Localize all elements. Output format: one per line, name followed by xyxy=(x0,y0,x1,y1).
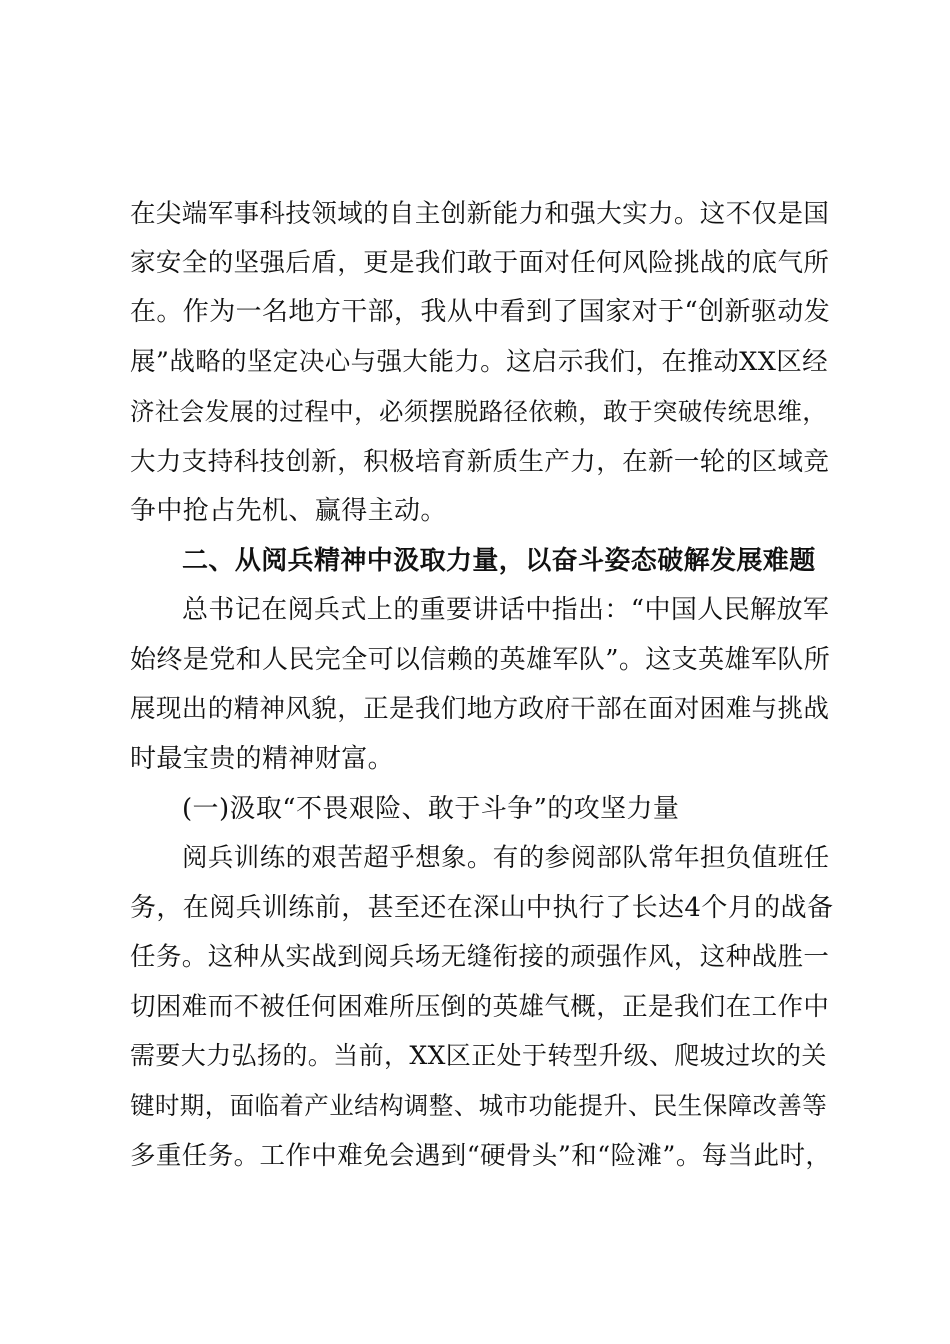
subsection-heading: (一)汲取“不畏艰险、敢于斗争”的攻坚力量 xyxy=(182,794,680,824)
paragraph-line: 务，在阅兵训练前，甚至还在深山中执行了长达4个月的战备 xyxy=(130,893,834,923)
paragraph-line: 争中抢占先机、赢得主动。 xyxy=(130,496,447,526)
paragraph-line: 家安全的坚强后盾，更是我们敢于面对任何风险挑战的底气所 xyxy=(130,248,830,278)
paragraph-line: 在。作为一名地方干部，我从中看到了国家对于“创新驱动发 xyxy=(130,297,831,327)
paragraph-line: 切困难而不被任何困难所压倒的英雄气概，正是我们在工作中 xyxy=(130,992,830,1022)
paragraph-line: 多重任务。工作中难免会遇到“硬骨头”和“险滩”。每当此时， xyxy=(130,1141,832,1171)
paragraph-line: 始终是党和人民完全可以信赖的英雄军队”。这支英雄军队所 xyxy=(130,645,831,675)
paragraph-line: 展”战略的坚定决心与强大能力。这启示我们，在推动XX区经 xyxy=(130,347,829,377)
paragraph-line: 大力支持科技创新，积极培育新质生产力，在新一轮的区域竞 xyxy=(130,447,830,477)
paragraph-line: 任务。这种从实战到阅兵场无缝衔接的顽强作风，这种战胜一 xyxy=(130,942,830,972)
paragraph-line: 在尖端军事科技领域的自主创新能力和强大实力。这不仅是国 xyxy=(130,199,830,229)
paragraph-line: 键时期，面临着产业结构调整、城市功能提升、民生保障改善等 xyxy=(130,1091,828,1120)
paragraph-line: 阅兵训练的艰苦超乎想象。有的参阅部队常年担负值班任 xyxy=(182,843,830,873)
paragraph-line: 济社会发展的过程中，必须摆脱路径依赖，敢于突破传统思维， xyxy=(130,397,828,426)
section-heading: 二、从阅兵精神中汲取力量，以奋斗姿态破解发展难题 xyxy=(182,546,816,576)
paragraph-line: 总书记在阅兵式上的重要讲话中指出：“中国人民解放军 xyxy=(182,595,830,625)
paragraph-line: 需要大力弘扬的。当前，XX区正处于转型升级、爬坡过坎的关 xyxy=(130,1041,827,1070)
paragraph-line: 时最宝贵的精神财富。 xyxy=(130,744,395,774)
paragraph-line: 展现出的精神风貌，正是我们地方政府干部在面对困难与挑战 xyxy=(130,694,830,724)
